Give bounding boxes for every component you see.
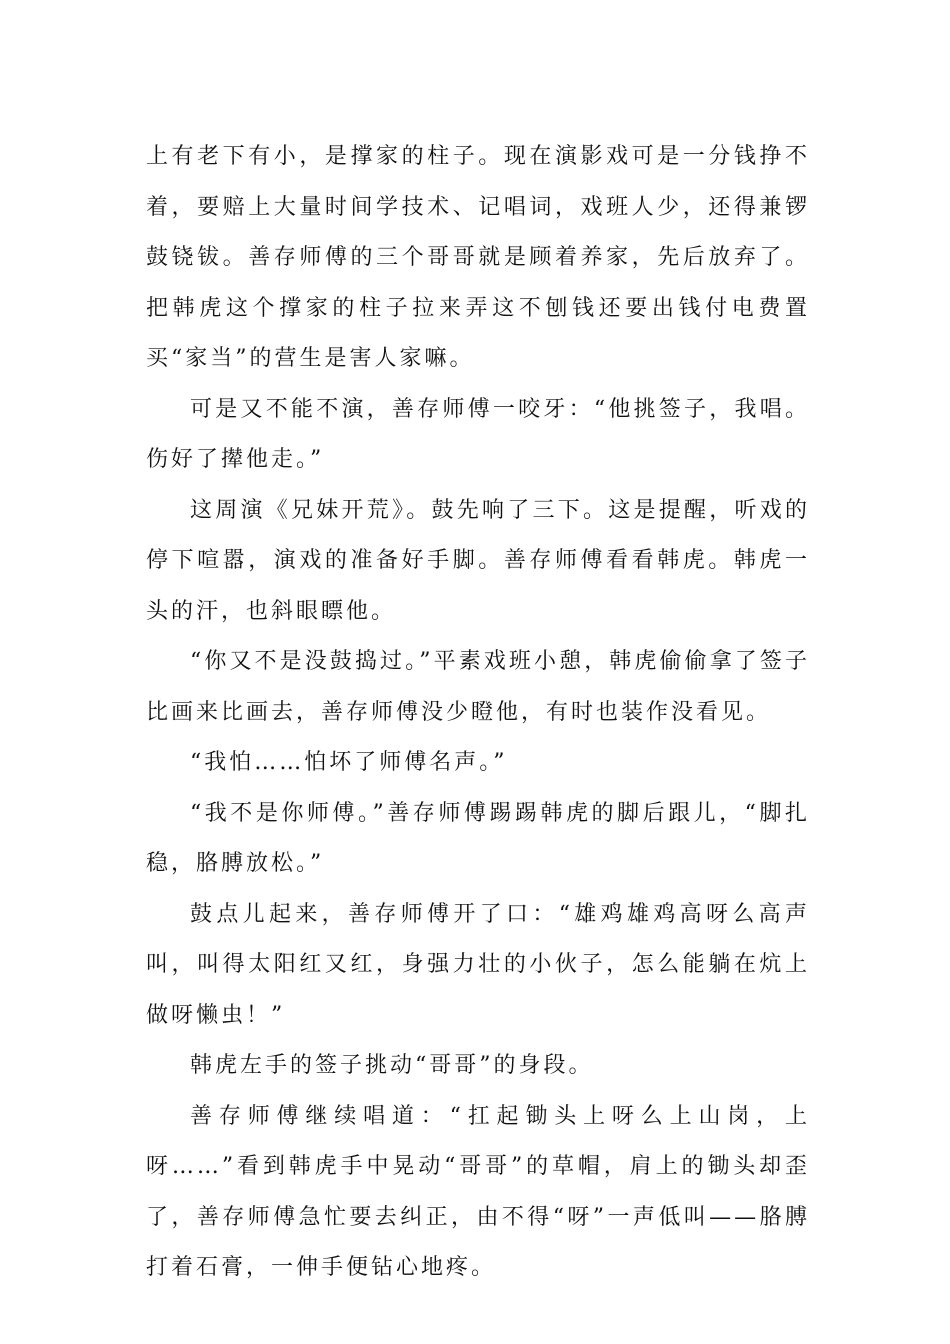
paragraph-9: 善存师傅继续唱道：“扛起锄头上呀么上山岗，上呀……”看到韩虎手中晃动“哥哥”的草帽，肩上的锄头却歪了，善存师傅急忙要去纠正，由不得“呀”一声低叫——胳膊打着石膏，一伸手便钻心地疼。 — [146, 1103, 810, 1280]
paragraph-5: “我怕……怕坏了师傅名声。” — [190, 750, 508, 775]
paragraph-6: “我不是你师傅。”善存师傅踢踢韩虎的脚后跟儿，“脚扎稳，胳膊放松。” — [146, 800, 810, 876]
document-page — [146, 132, 810, 1294]
paragraph-4: “你又不是没鼓捣过。”平素戏班小憩，韩虎偷偷拿了签子比画来比画去，善存师傅没少瞪他，有时也装作没看见。 — [146, 649, 810, 725]
paragraph-3: 这周演《兄妹开荒》。鼓先响了三下。这是提醒，听戏的停下喧嚣，演戏的准备好手脚。善存师傅看看韩虎。韩虎一头的汗，也斜眼瞟他。 — [146, 497, 810, 624]
paragraph-8: 韩虎左手的签子挑动“哥哥”的身段。 — [190, 1053, 594, 1078]
paragraph-2: 可是又不能不演，善存师傅一咬牙：“他挑签子，我唱。伤好了撵他走。” — [146, 396, 810, 472]
paragraph-1: 上有老下有小，是撑家的柱子。现在演影戏可是一分钱挣不着，要赔上大量时间学技术、记唱词，戏班人少，还得兼锣鼓铙钹。善存师傅的三个哥哥就是顾着养家，先后放弃了。把韩虎这个撑家的柱子拉来弄这不刨钱还要出钱付电费置买“家当”的营生是害人家嘛。 — [146, 144, 810, 371]
paragraph-7: 鼓点儿起来，善存师傅开了口：“雄鸡雄鸡高呀么高声叫，叫得太阳红又红，身强力壮的小伙子，怎么能躺在炕上做呀懒虫！” — [146, 901, 810, 1028]
